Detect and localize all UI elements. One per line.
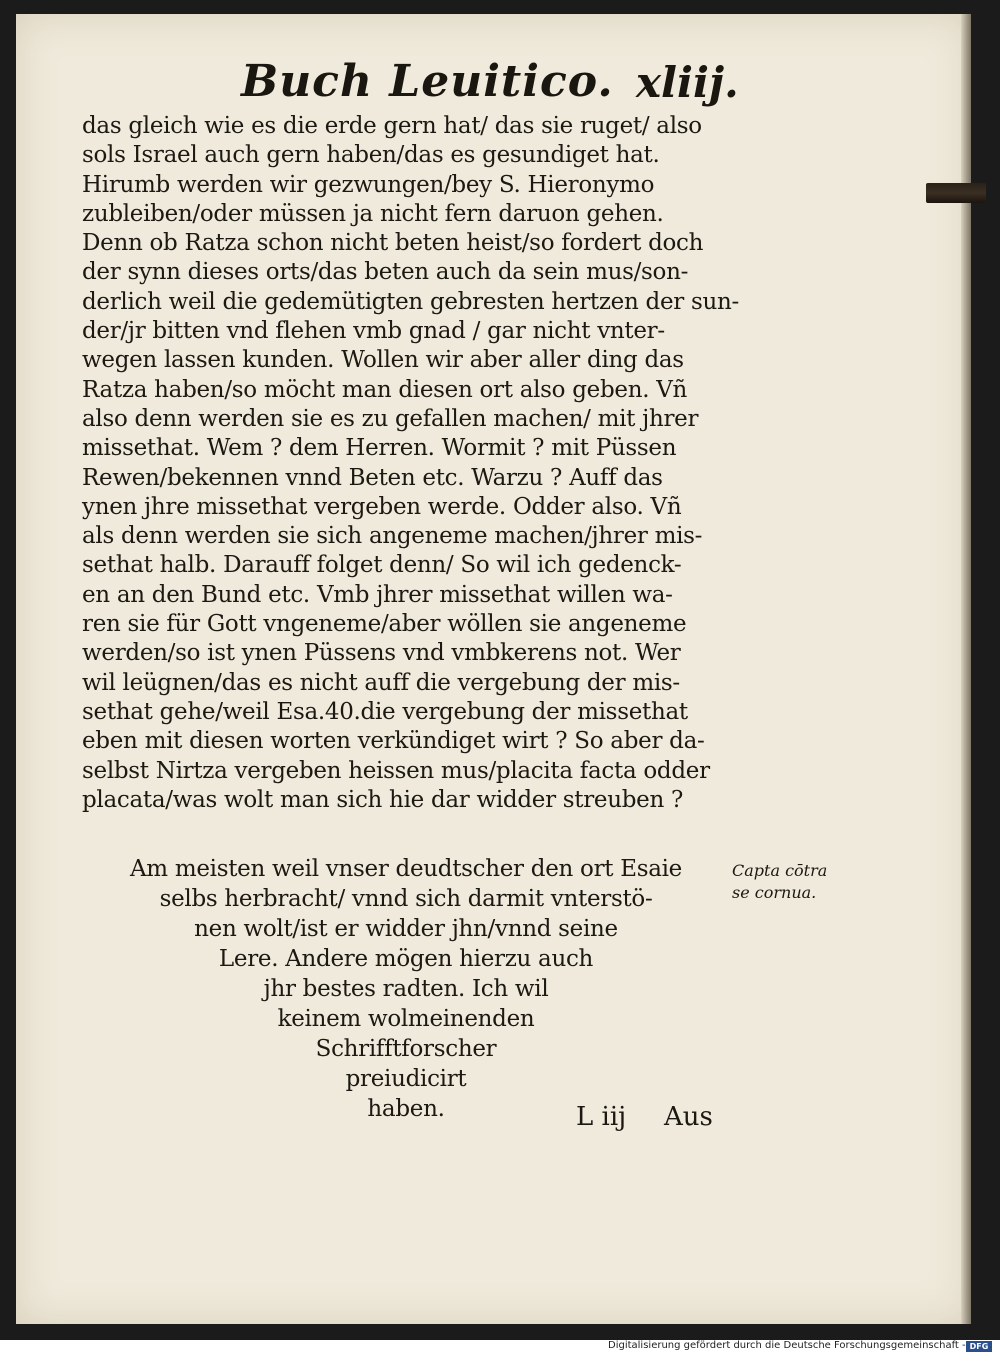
tapered-paragraph <box>76 854 736 1124</box>
text-line: placata/was wolt man sich hie dar widder streuben ? <box>82 786 684 813</box>
text-line: Denn ob Ratza schon nicht beten heist/so fordert doch <box>82 230 704 257</box>
text-line: selbst Nirtza vergeben heissen mus/placita facta odder <box>82 757 710 784</box>
marginal-note-line: Capta cōtra <box>732 861 828 880</box>
text-line: werden/so ist ynen Püssens vnd vmbkerens not. Wer <box>82 640 681 667</box>
text-line: sethat gehe/weil Esa.40.die vergebung der missethat <box>82 698 688 725</box>
text-line: jhr bestes radten. Ich wil <box>263 976 549 1002</box>
text-line: Schrifftforscher <box>315 1036 497 1062</box>
text-line: en an den Bund etc. Vmb jhrer missethat willen wa- <box>82 581 673 608</box>
folio-number: xliij. <box>636 58 739 107</box>
signature-mark: L iij <box>576 1102 627 1132</box>
running-title: Buch Leuitico. <box>241 56 614 107</box>
dfg-logo: DFG <box>966 1341 992 1352</box>
text-line: das gleich wie es die erde gern hat/ das sie ruget/ also <box>82 113 702 139</box>
text-line: missethat. Wem ? dem Herren. Wormit ? mit Püssen <box>82 435 677 462</box>
text-line: wegen lassen kunden. Wollen wir aber aller ding das <box>82 347 684 374</box>
text-line: Rewen/bekennen vnnd Beten etc. Warzu ? Auff das <box>82 464 663 491</box>
text-line: derlich weil die gedemütigten gebresten hertzen der sun- <box>82 288 739 315</box>
text-line: Am meisten weil vnser deudtscher den ort Esaie <box>130 856 682 882</box>
running-header <box>16 42 971 112</box>
text-line: zubleiben/oder müssen ja nicht fern daruon gehen. <box>82 200 664 227</box>
text-line: Hirumb werden wir gezwungen/bey S. Hieronymo <box>82 171 655 198</box>
catchword: Aus <box>664 1102 713 1132</box>
text-line: keinem wolmeinenden <box>277 1006 535 1032</box>
text-line: ynen jhre missethat vergeben werde. Odder also. Vñ <box>82 493 682 520</box>
digitization-footer <box>0 1340 1000 1355</box>
text-line: nen wolt/ist er widder jhn/vnnd seine <box>194 916 618 942</box>
text-line: der synn dieses orts/das beten auch da sein mus/son- <box>82 259 689 286</box>
text-line: der/jr bitten vnd flehen vmb gnad / gar nicht vnter- <box>82 318 665 345</box>
text-line: haben. <box>367 1096 445 1122</box>
text-line: preiudicirt <box>345 1066 467 1092</box>
book-page <box>16 14 971 1324</box>
text-line: Ratza haben/so möcht man diesen ort also geben. Vñ <box>82 376 688 403</box>
text-line: sethat halb. Darauff folget denn/ So wil ich gedenck- <box>82 552 682 579</box>
text-line: sols Israel auch gern haben/das es gesundiget hat. <box>82 142 660 169</box>
marginal-note <box>732 860 842 904</box>
funding-credit: Digitalisierung gefördert durch die Deutsche Forschungsgemeinschaft - <box>608 1340 966 1351</box>
page-tab-marker <box>926 183 986 203</box>
page-gutter <box>961 14 971 1324</box>
text-line: als denn werden sie sich angeneme machen/jhrer mis- <box>82 523 703 550</box>
text-line: Lere. Andere mögen hierzu auch <box>218 946 594 972</box>
text-line: wil leügnen/das es nicht auff die vergebung der mis- <box>82 669 680 696</box>
text-line: selbs herbracht/ vnnd sich darmit vnterstö- <box>159 886 653 912</box>
text-line: ren sie für Gott vngeneme/aber wöllen sie angeneme <box>82 611 687 638</box>
main-text-block <box>82 112 739 815</box>
text-line: eben mit diesen worten verkündiget wirt ? So aber da- <box>82 728 705 755</box>
text-line: also denn werden sie es zu gefallen machen/ mit jhrer <box>82 405 699 432</box>
marginal-note-line: se cornua. <box>732 883 817 902</box>
